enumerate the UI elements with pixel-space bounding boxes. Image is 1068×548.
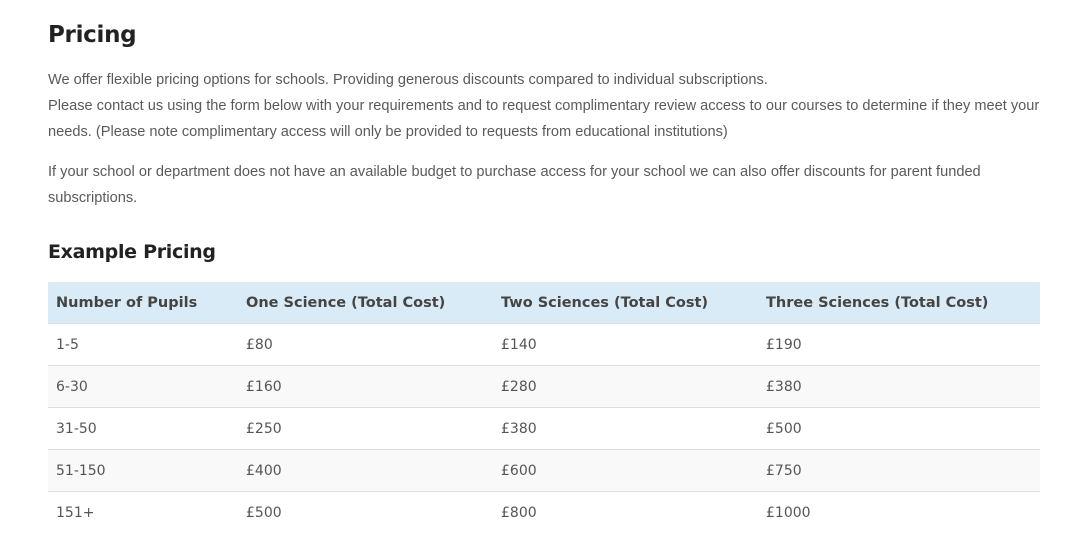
intro-text [48, 67, 1040, 211]
cell-pupils: 1-5 [48, 324, 238, 366]
intro-paragraph: If your school or department does not have an available budget to purchase access for your school we can also offer discounts for parent funded subscriptions. [48, 164, 981, 206]
cell-pupils: 51-150 [48, 450, 238, 492]
column-header-pupils: Number of Pupils [48, 282, 238, 324]
intro-paragraph: We offer flexible pricing options for schools. Providing generous discounts compared to individual subscriptions. [48, 72, 768, 88]
section-subtitle: Example Pricing [48, 241, 216, 263]
cell-three-sciences: £750 [758, 450, 1040, 492]
cell-pupils: 31-50 [48, 408, 238, 450]
table-row [48, 492, 1040, 534]
column-header-one-science: One Science (Total Cost) [238, 282, 493, 324]
table-header-row [48, 282, 1040, 324]
cell-three-sciences: £190 [758, 324, 1040, 366]
table-row [48, 324, 1040, 366]
table-row [48, 408, 1040, 450]
cell-one-science: £80 [238, 324, 493, 366]
cell-three-sciences: £1000 [758, 492, 1040, 534]
cell-two-sciences: £140 [493, 324, 758, 366]
cell-three-sciences: £380 [758, 366, 1040, 408]
table-row [48, 366, 1040, 408]
pricing-table [48, 282, 1040, 533]
column-header-two-sciences: Two Sciences (Total Cost) [493, 282, 758, 324]
cell-two-sciences: £380 [493, 408, 758, 450]
cell-three-sciences: £500 [758, 408, 1040, 450]
page-title: Pricing [48, 22, 137, 48]
cell-pupils: 6-30 [48, 366, 238, 408]
cell-one-science: £500 [238, 492, 493, 534]
cell-one-science: £160 [238, 366, 493, 408]
intro-paragraph: Please contact us using the form below with your requirements and to request complimentary review access to our courses to determine if they meet your needs. (Please note complimentary access will only be provided to requests from educational institutions) [48, 98, 1040, 140]
table-row [48, 450, 1040, 492]
cell-one-science: £250 [238, 408, 493, 450]
cell-two-sciences: £280 [493, 366, 758, 408]
cell-two-sciences: £600 [493, 450, 758, 492]
cell-one-science: £400 [238, 450, 493, 492]
cell-two-sciences: £800 [493, 492, 758, 534]
column-header-three-sciences: Three Sciences (Total Cost) [758, 282, 1040, 324]
cell-pupils: 151+ [48, 492, 238, 534]
